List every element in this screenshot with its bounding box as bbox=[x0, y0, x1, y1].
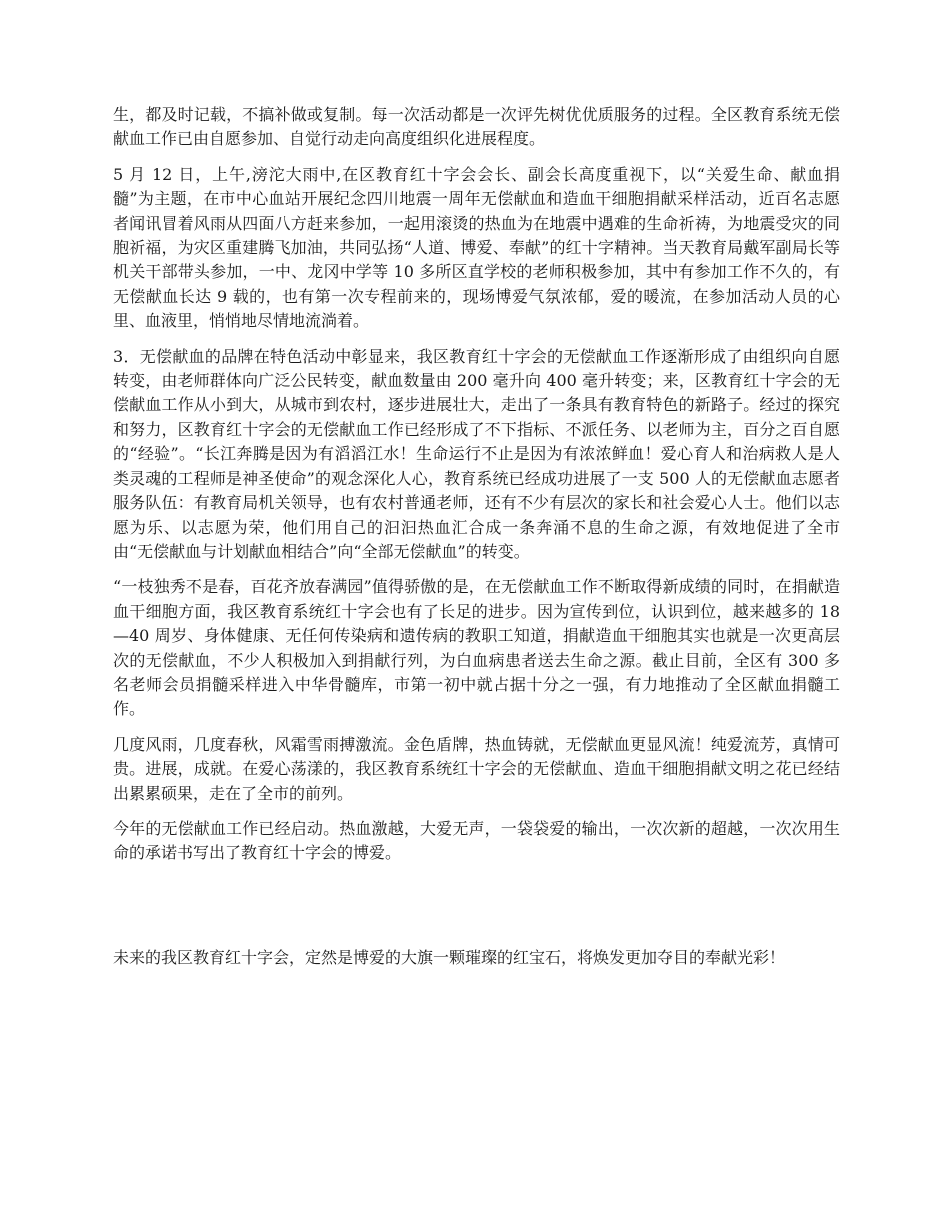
paragraph-4: “一枝独秀不是春，百花齐放春满园”值得骄傲的是，在无偿献血工作不断取得新成绩的同时，在捐献造血干细胞方面，我区教育系统红十字会也有了长足的进步。因为宣传到位，认识到位，越来越多的 18—40 周岁、身体健康、无任何传染病和遗传病的教职工知道，捐献造血干细胞其实也就是一次更高层次的无偿献血，不少人积极加入到捐献行列，为白血病患者送去生命之源。截止目前，全区有 300 多名老师会员捐髓采样进入中华骨髓库，市第一初中就占据十分之一强，有力地推动了全区献血捐髓工作。 bbox=[113, 577, 840, 719]
paragraph-6: 今年的无偿献血工作已经启动。热血激越，大爱无声，一袋袋爱的输出，一次次新的超越，一次次用生命的承诺书写出了教育红十字会的博爱。 bbox=[113, 818, 840, 863]
paragraph-3: 3．无偿献血的品牌在特色活动中彰显来，我区教育红十字会的无偿献血工作逐渐形成了由组织向自愿转变，由老师群体向广泛公民转变，献血数量由 200 毫升向 400 毫升转变；来，区教育红十字会的无偿献血工作从小到大，从城市到农村，逐步进展壮大，走出了一条具有教育特色的新路子。经过的探究和努力，区教育红十字会的无偿献血工作已经形成了不下指标、不派任务、以老师为主，百分之百自愿的“经验”。“长江奔腾是因为有滔滔江水！生命运行不止是因为有浓浓鲜血！爱心育人和治病救人是人类灵魂的工程师是神圣使命”的观念深化人心，教育系统已经成功进展了一支 500 人的无偿献血志愿者服务队伍：有教育局机关领导，也有农村普通老师，还有不少有层次的家长和社会爱心人士。他们以志愿为乐、以志愿为荣，他们用自己的汩汩热血汇合成一条奔涌不息的生命之源，有效地促进了全市由“无偿献血与计划献血相结合”向“全部无偿献血”的转变。 bbox=[113, 346, 840, 561]
document-page bbox=[113, 103, 840, 981]
paragraph-2: 5 月 12 日，上午,滂沱大雨中,在区教育红十字会会长、副会长高度重视下，以“关爱生命、献血捐髓”为主题，在市中心血站开展纪念四川地震一周年无偿献血和造血干细胞捐献采样活动，近百名志愿者闻讯冒着风雨从四面八方赶来参加，一起用滚烫的热血为在地震中遇难的生命祈祷，为地震受灾的同胞祈福，为灾区重建腾飞加油，共同弘扬“人道、博爱、奉献”的红十字精神。当天教育局戴军副局长等机关干部带头参加，一中、龙冈中学等 10 多所区直学校的老师积极参加，其中有参加工作不久的，有无偿献血长达 9 载的，也有第一次专程前来的，现场博爱气氛浓郁，爱的暖流，在参加活动人员的心里、血液里，悄悄地尽情地流淌着。 bbox=[113, 164, 840, 331]
blank-gap bbox=[113, 877, 840, 946]
paragraph-1: 生，都及时记载，不搞补做或复制。每一次活动都是一次评先树优优质服务的过程。全区教育系统无偿献血工作已由自愿参加、自觉行动走向高度组织化进展程度。 bbox=[113, 105, 840, 149]
closing-paragraph: 未来的我区教育红十字会，定然是博爱的大旗一颗璀璨的红宝石，将焕发更加夺目的奉献光彩！ bbox=[113, 947, 786, 967]
paragraph-5: 几度风雨，几度春秋，风霜雪雨搏激流。金色盾牌，热血铸就，无偿献血更显风流！纯爱流芳，真情可贵。进展，成就。在爱心荡漾的，我区教育系统红十字会的无偿献血、造血干细胞捐献文明之花已经结出累累硕果，走在了全市的前列。 bbox=[113, 734, 840, 803]
